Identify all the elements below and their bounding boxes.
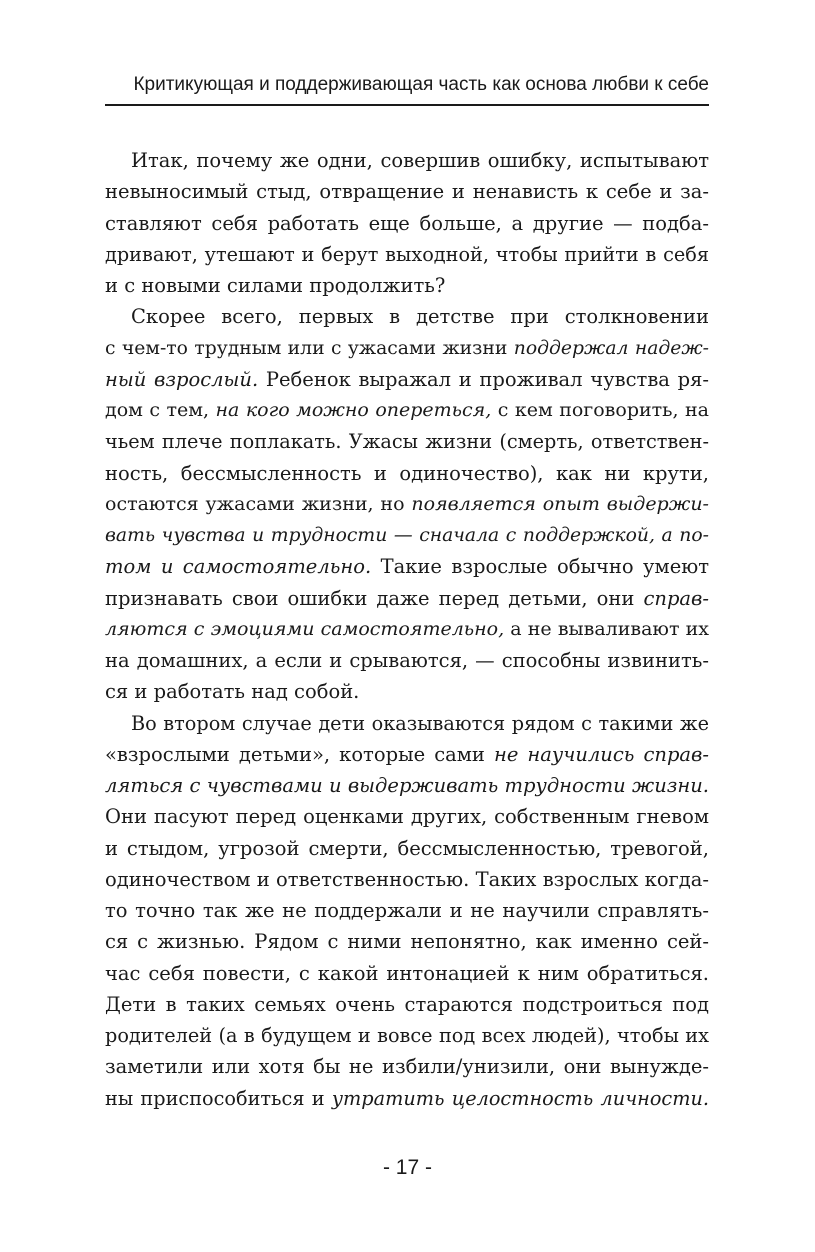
text-segment: Такие взрослые обычно умеют xyxy=(371,555,709,579)
text-segment: родителей (а в будущем и вовсе под всех людей), чтобы их xyxy=(105,1024,709,1047)
text-line xyxy=(105,864,709,895)
page-number: - 17 - xyxy=(382,1156,432,1179)
text-segment: заметили или хотя бы не избили/унизили, они вынужде- xyxy=(105,1055,709,1079)
text-line xyxy=(105,645,709,676)
text-segment: и с новыми силами продолжить? xyxy=(105,274,446,297)
text-segment: дом с тем, xyxy=(105,399,216,421)
text-line xyxy=(105,739,709,770)
text-segment: час себя повести, с какой интонацией к ним обратиться. xyxy=(105,961,709,985)
text-line xyxy=(105,301,709,332)
text-line xyxy=(105,583,709,614)
text-segment: дривают, утешают и берут выходной, чтобы прийти в себя xyxy=(105,242,709,266)
text-segment: с чем-то трудным или с ужасами жизни xyxy=(105,337,514,359)
text-segment: то точно так же не поддержали и не научили справлять- xyxy=(105,899,709,922)
text-line xyxy=(105,1020,709,1051)
text-segment: ставляют себя работать еще больше, а другие — подба- xyxy=(105,211,709,235)
emphasis-text: справ- xyxy=(643,586,709,610)
text-line xyxy=(105,551,709,582)
text-segment: с кем поговорить, на xyxy=(491,399,709,421)
text-line xyxy=(105,145,709,176)
running-head: Критикующая и поддерживающая часть как основа любви к себе xyxy=(133,74,709,95)
text-segment: и стыдом, угрозой смерти, бессмысленностью, тревогой, xyxy=(105,836,709,860)
text-line xyxy=(105,958,709,989)
text-line xyxy=(105,270,709,301)
emphasis-text: утратить целостность личности. xyxy=(331,1086,709,1110)
text-line xyxy=(105,989,709,1020)
text-segment: Во втором случае дети оказываются рядом с такими же xyxy=(131,711,709,735)
text-segment: одиночеством и ответственностью. Таких взрослых когда- xyxy=(105,867,709,891)
emphasis-text: появляется опыт выдержи- xyxy=(411,492,709,515)
text-segment: на домашних, а если и срываются, — способны извинить- xyxy=(105,649,709,672)
text-segment: невыносимый стыд, отвращение и ненависть к себе и за- xyxy=(105,180,709,204)
text-line xyxy=(105,1083,709,1114)
body-text xyxy=(105,145,709,1114)
text-segment: ность, бессмысленность и одиночество), как ни крути, xyxy=(105,461,709,485)
text-line xyxy=(105,208,709,239)
text-line xyxy=(105,176,709,207)
text-segment: Дети в таких семьях очень стараются подстроиться под xyxy=(105,992,709,1016)
text-line xyxy=(105,239,709,270)
text-line xyxy=(105,426,709,457)
text-line xyxy=(105,395,709,426)
text-line xyxy=(105,1051,709,1082)
emphasis-text: вать чувства и трудности — сначала с поддержкой, а по- xyxy=(105,525,709,546)
text-line xyxy=(105,926,709,957)
emphasis-text: не научились справ- xyxy=(493,742,709,766)
emphasis-text: ляются с эмоциями самостоятельно, xyxy=(105,617,505,640)
emphasis-text: ляться с чувствами и выдерживать трудности жизни. xyxy=(105,774,709,797)
text-line xyxy=(105,520,709,551)
text-line xyxy=(105,614,709,645)
text-segment: ны приспособиться и xyxy=(105,1086,332,1110)
text-line xyxy=(105,458,709,489)
text-segment: Ребенок выражал и проживал чувства ря- xyxy=(258,367,710,391)
text-line xyxy=(105,801,709,832)
text-segment: ся и работать над собой. xyxy=(105,680,360,704)
emphasis-text: том и самостоятельно. xyxy=(105,555,372,579)
emphasis-text: поддержал надеж- xyxy=(513,337,709,359)
text-segment: чьем плече поплакать. Ужасы жизни (смерть, ответствен- xyxy=(105,430,709,454)
text-segment: Скорее всего, первых в детстве при столкновении xyxy=(131,305,709,329)
text-line xyxy=(105,770,709,801)
text-segment: Они пасуют перед оценками других, собственным гневом xyxy=(105,805,709,829)
text-segment: ся с жизнью. Рядом с ними непонятно, как именно сей- xyxy=(105,930,709,954)
text-segment: Итак, почему же одни, совершив ошибку, испытывают xyxy=(131,149,709,172)
text-line xyxy=(105,489,709,520)
text-line xyxy=(105,895,709,926)
text-line xyxy=(105,676,709,707)
emphasis-text: ный взрослый. xyxy=(105,367,259,391)
text-line xyxy=(105,364,709,395)
text-segment: а не вываливают их xyxy=(504,617,709,640)
text-line xyxy=(105,708,709,739)
text-segment: остаются ужасами жизни, но xyxy=(105,492,412,515)
emphasis-text: на кого можно опереться, xyxy=(215,399,492,421)
text-segment: признавать свои ошибки даже перед детьми, они xyxy=(105,586,644,610)
header-rule xyxy=(105,104,709,106)
text-line xyxy=(105,333,709,364)
text-line xyxy=(105,833,709,864)
text-segment: «взрослыми детьми», которые сами xyxy=(105,742,494,766)
